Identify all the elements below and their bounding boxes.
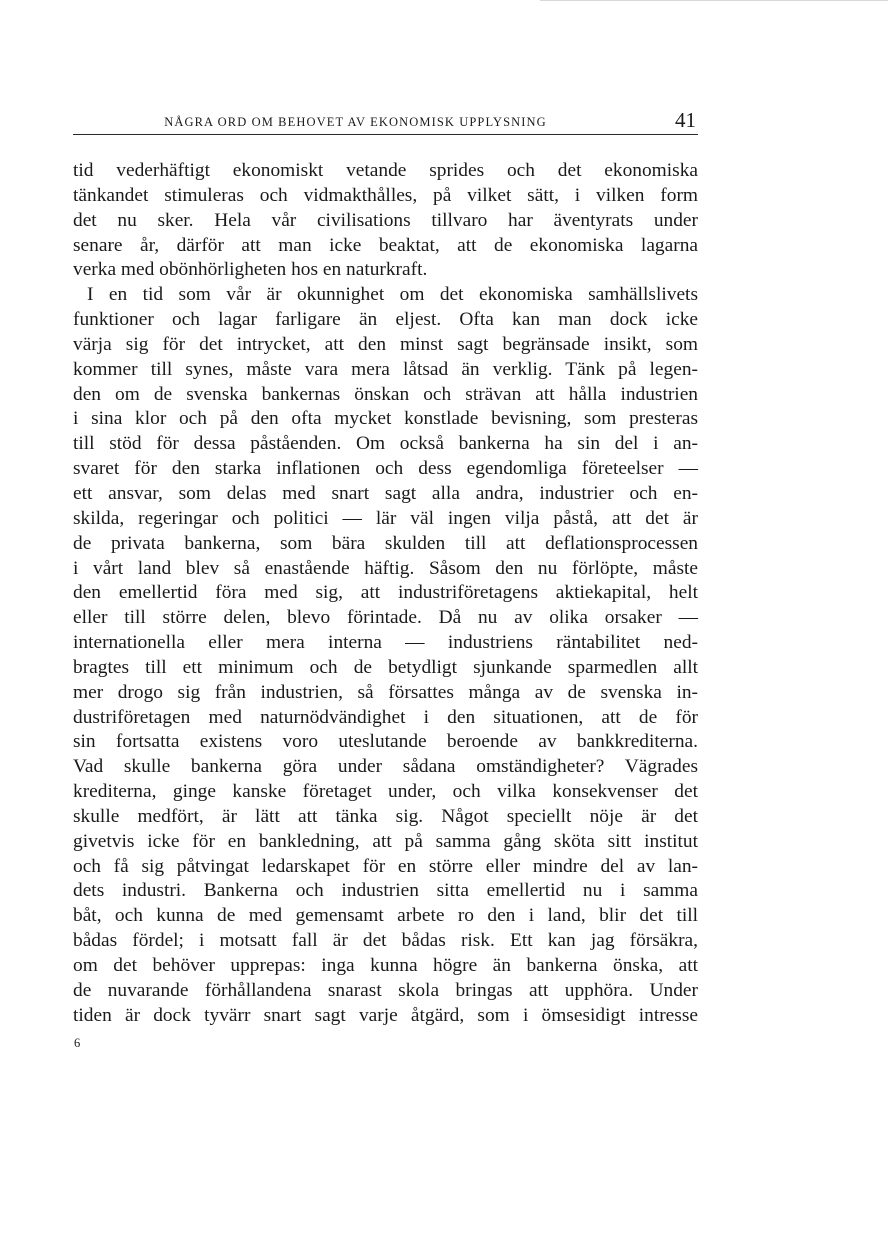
page-edge-line: [540, 0, 888, 1]
paragraph: [73, 283, 698, 1028]
text-line: Vad skulle bankerna göra under sådana omständigheter? Vägrades: [73, 756, 698, 778]
text-line: givetvis icke för en bankledning, att på samma gång sköta sitt institut: [73, 830, 698, 852]
text-line: skulle medfört, är lätt att tänka sig. Något speciellt nöje är det: [73, 805, 698, 827]
text-line: eller till större delen, blevo förintade. Då nu av olika orsaker —: [73, 607, 698, 629]
text-line: tänkandet stimuleras och vidmakthålles, på vilket sätt, i vilken form: [73, 184, 698, 206]
text-line: verka med obönhörligheten hos en naturkraft.: [73, 259, 428, 281]
text-line: till stöd för dessa påståenden. Om också bankerna ha sin del i an-: [73, 433, 698, 455]
text-line: den emellertid föra med sig, att industriföretagens aktiekapital, helt: [73, 582, 698, 604]
text-line: dustriföretagen med naturnödvändighet i den situationen, att de för: [73, 706, 698, 728]
paragraph: [73, 159, 698, 283]
text-line: senare år, därför att man icke beaktat, att de ekonomiska lagarna: [73, 234, 698, 256]
text-line: kommer till synes, måste vara mera låtsad än verklig. Tänk på legen-: [73, 358, 698, 380]
text-line: och få sig påtvingat ledarskapet för en större eller mindre del av lan-: [73, 855, 698, 877]
text-line: i vårt land blev så enastående häftig. Såsom den nu förlöpte, måste: [73, 557, 698, 579]
page-number: 41: [675, 108, 696, 132]
text-line: de nuvarande förhållandena snarast skola bringas att upphöra. Under: [73, 979, 698, 1001]
text-line: krediterna, ginge kanske företaget under, och vilka konsekvenser det: [73, 781, 698, 803]
text-line: det nu sker. Hela vår civilisations tillvaro har äventyrats under: [73, 209, 698, 231]
text-line: internationella eller mera interna — industriens räntabilitet ned-: [73, 632, 698, 654]
text-line: tid vederhäftigt ekonomiskt vetande sprides och det ekonomiska: [73, 160, 698, 181]
text-line: mer drogo sig från industrien, så försattes många av de svenska in-: [73, 681, 698, 703]
body-text: [73, 159, 698, 1029]
running-head: [73, 108, 698, 135]
text-line: de privata bankerna, som bära skulden till att deflationsprocessen: [73, 532, 698, 554]
book-page: [73, 108, 698, 1051]
text-line: den om de svenska bankernas önskan och strävan att hålla industrien: [73, 383, 698, 405]
text-line: skilda, regeringar och politici — lär väl ingen vilja påstå, att det är: [73, 507, 698, 529]
text-line: om det behöver upprepas: inga kunna högre än bankerna önska, att: [73, 955, 698, 976]
text-line: värja sig för det intrycket, att den minst sagt begränsade insikt, som: [73, 333, 698, 355]
text-line: i sina klor och på den ofta mycket konstlade bevisning, som presteras: [73, 408, 698, 430]
text-line: bragtes till ett minimum och de betydligt sjunkande sparmedlen allt: [73, 656, 698, 678]
signature-mark: 6: [74, 1035, 81, 1050]
running-title: NÅGRA ORD OM BEHOVET AV EKONOMISK UPPLYSNING: [164, 115, 547, 129]
text-line: svaret för den starka inflationen och dess egendomliga företeelser —: [73, 458, 698, 480]
text-line: tiden är dock tyvärr snart sagt varje åtgärd, som i ömsesidigt intresse: [73, 1004, 698, 1026]
text-line: I en tid som vår är okunnighet om det ekonomiska samhällslivets: [87, 284, 698, 306]
text-line: dets industri. Bankerna och industrien sitta emellertid nu i samma: [73, 880, 698, 902]
text-line: bådas fördel; i motsatt fall är det bådas risk. Ett kan jag försäkra,: [73, 930, 698, 952]
text-line: funktioner och lagar farligare än eljest. Ofta kan man dock icke: [73, 309, 698, 331]
text-line: ett ansvar, som delas med snart sagt alla andra, industrier och en-: [73, 482, 698, 504]
text-line: båt, och kunna de med gemensamt arbete ro den i land, blir det till: [73, 905, 698, 927]
text-line: sin fortsatta existens voro uteslutande beroende av bankkrediterna.: [73, 731, 698, 753]
